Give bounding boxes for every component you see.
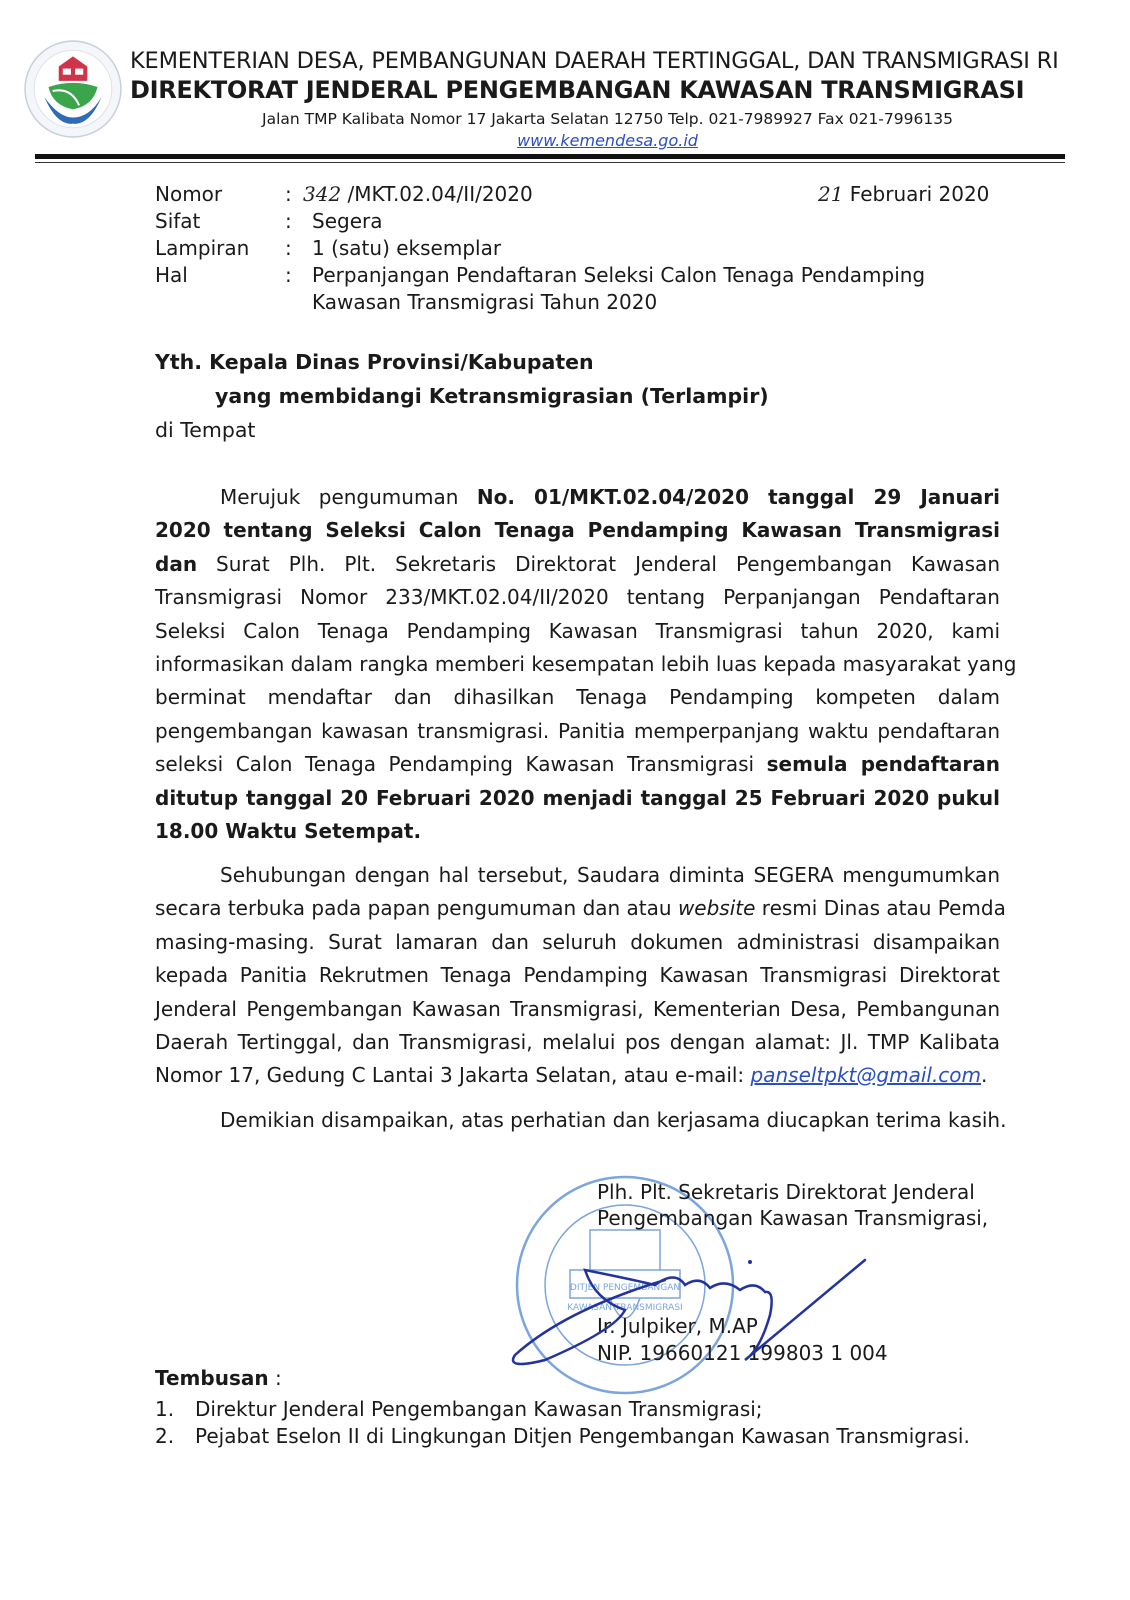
meta-value-lampiran: 1 (satu) eksemplar [312,236,502,260]
text-segment: Jenderal Pengembangan Kawasan Transmigrasi, Kementerian Desa, Pembangunan [155,996,1000,1021]
item-text: Direktur Jenderal Pengembangan Kawasan Transmigrasi; [195,1397,763,1421]
meta-value-hal-cont: Kawasan Transmigrasi Tahun 2020 [312,290,658,314]
text-segment: pengembangan kawasan transmigrasi. Panitia memperpanjang waktu pendaftaran [155,718,1000,743]
text-segment: website [677,896,756,921]
text-segment: Nomor 17, Gedung C Lantai 3 Jakarta Selatan, atau e-mail: [155,1063,751,1088]
text-line [155,715,1000,748]
text-line [155,481,1000,514]
date-month-year: Februari 2020 [843,182,990,206]
text-segment: No. 01/MKT.02.04/2020 tanggal 29 Januari [476,485,1000,509]
item-text: Pejabat Eselon II di Lingkungan Ditjen Pengembangan Kawasan Transmigrasi. [195,1424,970,1448]
text-line [155,815,1000,848]
text-segment: 18.00 Waktu Setempat. [155,818,422,843]
text-line [155,615,1000,648]
text-line [155,648,1017,681]
letter-date [818,182,989,206]
text-segment: . [981,1063,988,1088]
text-segment: secara terbuka pada papan pengumuman dan atau [155,896,678,921]
text-line [155,926,1000,959]
meta-colon: : [285,182,292,206]
body-paragraph-2 [155,859,1006,1093]
tembusan-title: Tembusan [155,1366,269,1390]
addressee-line-2: yang membidangi Ketransmigrasian (Terlampir) [215,384,769,408]
signatory-title-1: Plh. Plt. Sekretaris Direktorat Jenderal [597,1180,975,1204]
text-segment: ditutup tanggal 20 Februari 2020 menjadi tanggal 25 Februari 2020 pukul [155,785,1000,810]
addressee-line-3: di Tempat [155,418,256,442]
website [130,131,1085,150]
text-segment: Surat Plh. Plt. Sekretaris Direktorat Jenderal Pengembangan Kawasan [197,551,1000,576]
signatory-nip: NIP. 19660121 199803 1 004 [597,1341,888,1365]
meta-colon: : [285,263,292,287]
text-line [155,859,1000,892]
body-paragraph-1 [155,481,1017,848]
meta-label-sifat: Sifat [155,209,201,233]
text-segment: Merujuk pengumuman [220,485,477,509]
meta-colon: : [285,236,292,260]
text-segment: seleksi Calon Tenaga Pendamping Kawasan Transmigrasi [155,752,767,777]
meta-colon: : [285,209,292,233]
handwritten-day: 21 [818,182,844,206]
text-segment: masing-masing. Surat lamaran dan seluruh dokumen administrasi disampaikan [155,929,1000,954]
svg-text:KAWASAN TRANSMIGRASI: KAWASAN TRANSMIGRASI [567,1303,683,1313]
body-paragraph-3 [155,1104,1007,1137]
text-line [155,581,1000,614]
text-line [155,681,1000,714]
signatory-name: Ir. Julpiker, M.AP [597,1314,758,1338]
text-line [155,1026,1000,1059]
number-suffix: /MKT.02.04/II/2020 [341,182,533,206]
text-segment: dan [155,551,198,576]
ministry-name: KEMENTERIAN DESA, PEMBANGUNAN DAERAH TERTINGGAL, DAN TRANSMIGRASI RI [130,48,1059,74]
handwritten-signature [505,1240,875,1370]
text-segment: berminat mendaftar dan dihasilkan Tenaga Pendamping kompeten dalam [155,685,1000,710]
text-line [155,892,1006,925]
text-segment: Transmigrasi Nomor 233/MKT.02.04/II/2020 tentang Perpanjangan Pendaftaran [155,585,1000,610]
addressee-line-1: Yth. Kepala Dinas Provinsi/Kabupaten [155,350,594,374]
text-segment: Demikian disampaikan, atas perhatian dan kerjasama diucapkan terima kasih. [220,1108,1007,1132]
tembusan-item [155,1424,970,1448]
header-rule-thick [35,154,1065,159]
directorate-name: DIREKTORAT JENDERAL PENGEMBANGAN KAWASAN TRANSMIGRASI [130,76,1025,104]
ministry-logo [22,38,124,140]
office-address: Jalan TMP Kalibata Nomor 17 Jakarta Selatan 12750 Telp. 021-7989927 Fax 021-7996135 [262,110,953,128]
website-link[interactable]: www.kemendesa.go.id [517,131,698,150]
text-segment: resmi Dinas atau Pemda [755,896,1006,921]
text-line [155,782,1000,815]
signatory-title-2: Pengembangan Kawasan Transmigrasi, [597,1206,989,1230]
item-number: 1. [155,1397,175,1421]
text-line [155,1104,1007,1137]
text-line [155,548,1000,581]
tembusan-heading [155,1366,282,1390]
text-line [155,1059,1000,1092]
text-line [155,514,1000,547]
text-segment: informasikan dalam rangka memberi kesempatan lebih luas kepada masyarakat yang [155,651,1017,676]
text-segment: Sehubungan dengan hal tersebut, Saudara diminta SEGERA mengumumkan [220,863,1000,887]
text-line [155,959,1000,992]
text-segment: Daerah Tertinggal, dan Transmigrasi, melalui pos dengan alamat: Jl. TMP Kalibata [155,1029,1000,1054]
meta-label-hal: Hal [155,263,188,287]
text-line [155,993,1000,1026]
tembusan-colon: : [268,1366,282,1390]
text-segment: semula pendaftaran [766,752,1000,777]
meta-value-nomor [303,182,533,206]
handwritten-number: 342 [303,182,342,206]
text-segment: kepada Panitia Rekrutmen Tenaga Pendamping Kawasan Transmigrasi Direktorat [155,963,1000,988]
text-segment: Seleksi Calon Tenaga Pendamping Kawasan Transmigrasi tahun 2020, kami [155,618,1000,643]
item-number: 2. [155,1424,175,1448]
meta-value-hal: Perpanjangan Pendaftaran Seleksi Calon Tenaga Pendamping [312,263,926,287]
meta-value-sifat: Segera [312,209,383,233]
meta-label-lampiran: Lampiran [155,236,250,260]
meta-label-nomor: Nomor [155,182,223,206]
text-line [155,748,1000,781]
tembusan-item [155,1397,763,1421]
svg-text:DITJEN PENGEMBANGAN: DITJEN PENGEMBANGAN [569,1283,681,1293]
text-segment: 2020 tentang Seleksi Calon Tenaga Pendamping Kawasan Transmigrasi [155,518,1000,543]
header-rule-thin [35,162,1065,163]
email-link[interactable]: panseltpkt@gmail.com [750,1063,982,1088]
